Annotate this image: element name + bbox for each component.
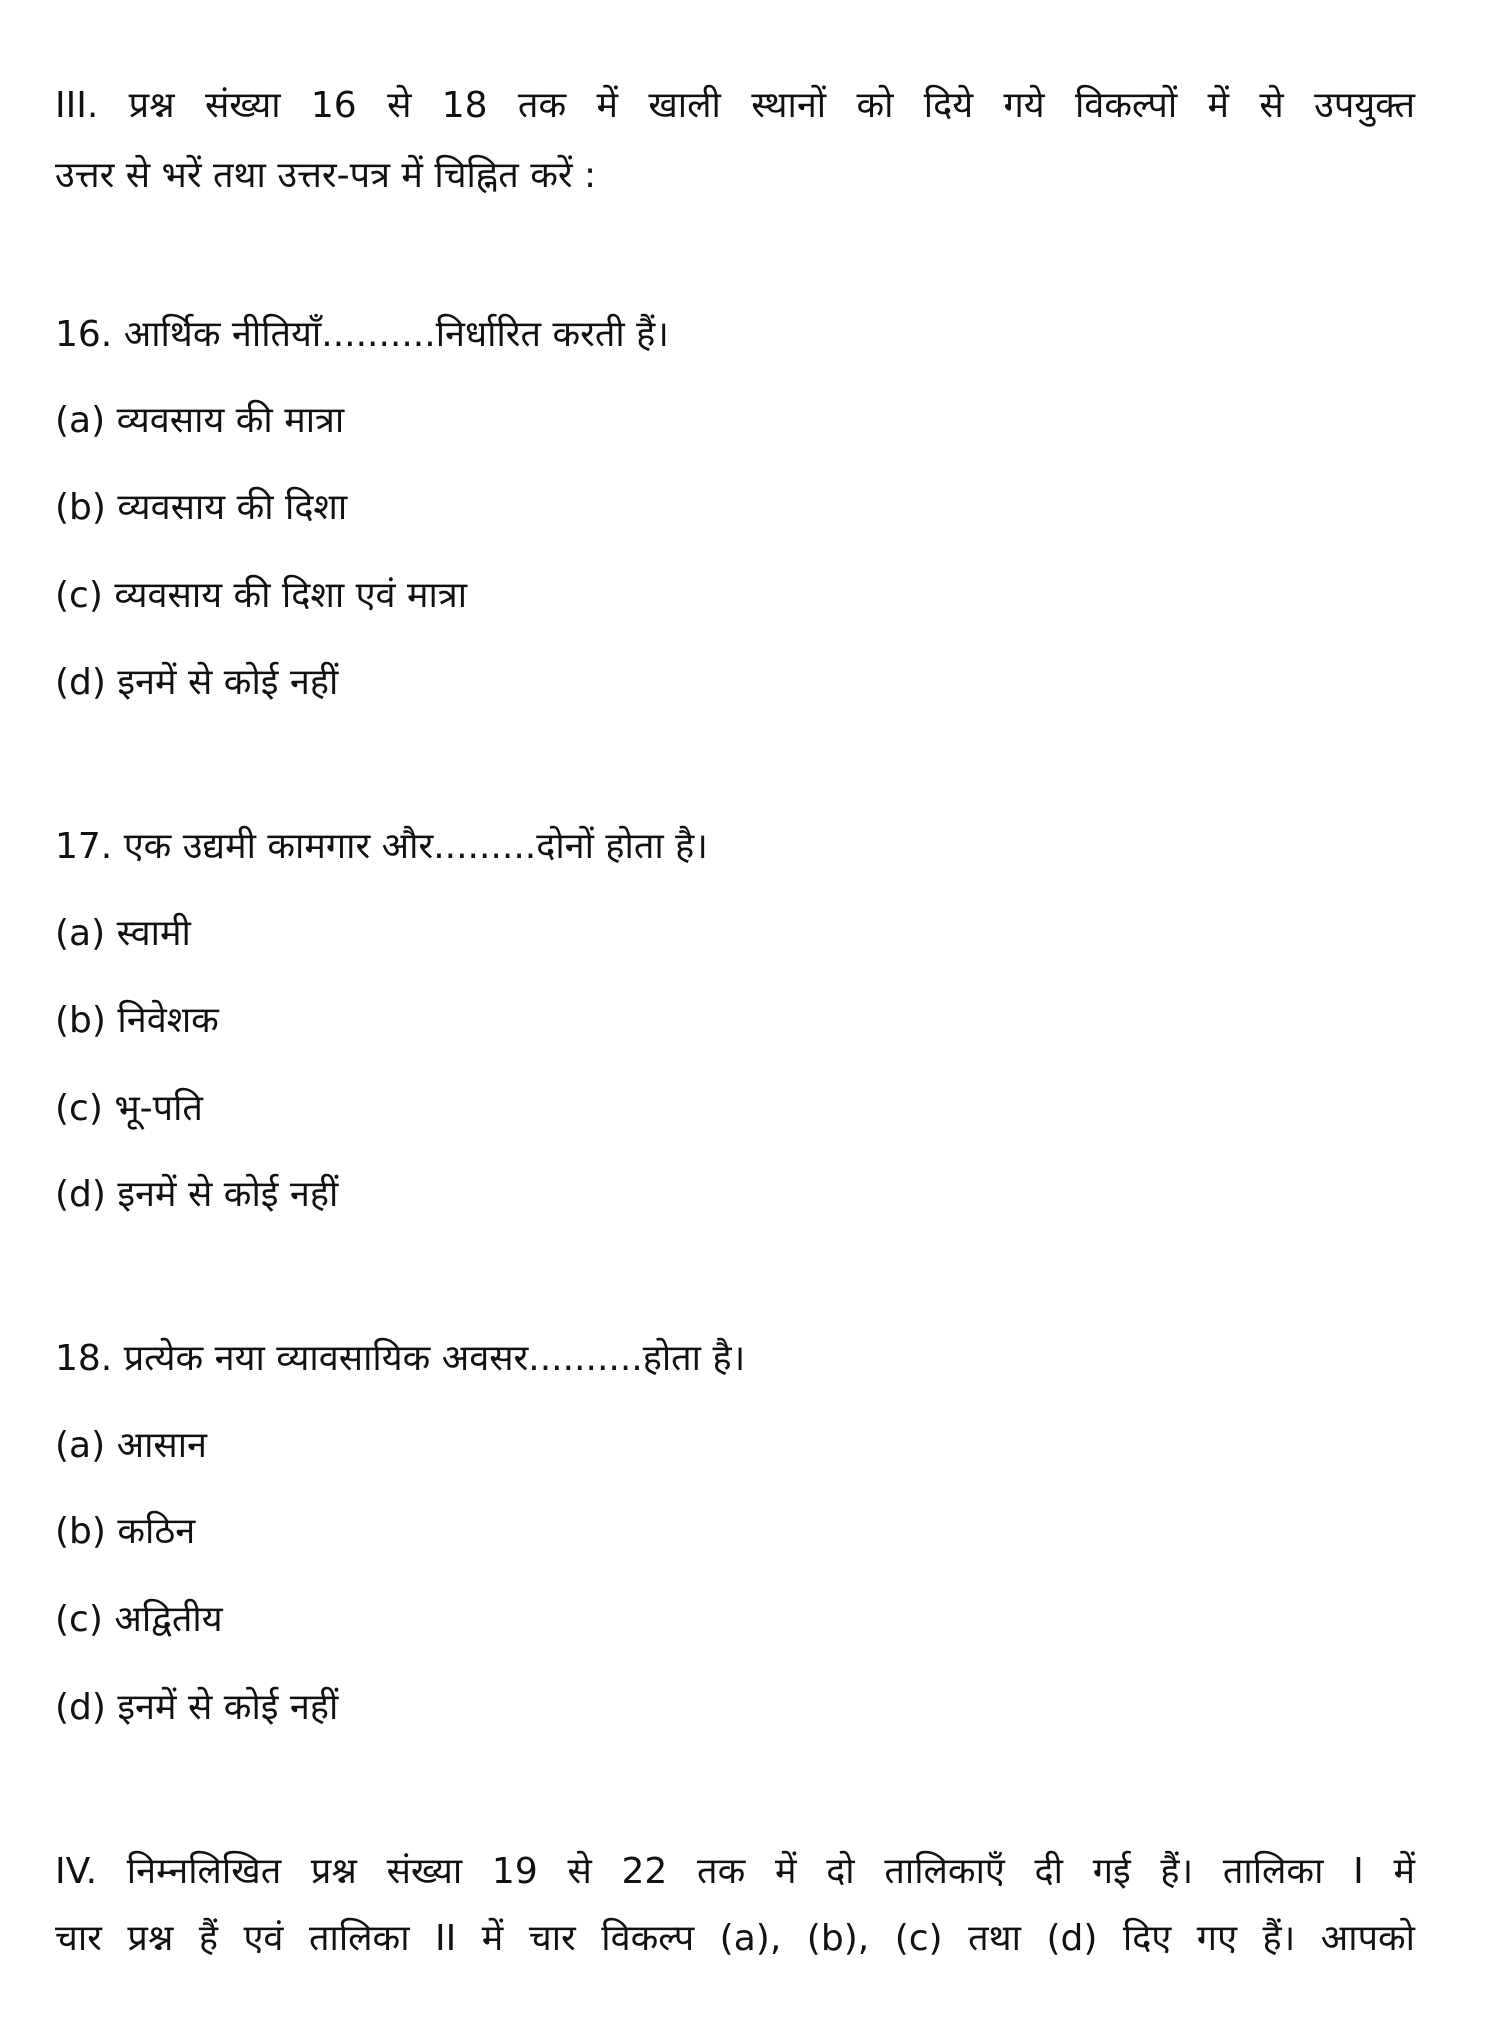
question-17-option-c: (c) भू-पति [55, 1088, 203, 1129]
question-17: 17. एक उद्यमी कामगार और.........दोनों होता है। [55, 826, 708, 867]
section-3-instruction-line-1: III. प्रश्न संख्या 16 से 18 तक में खाली स्थानों को दिये गये विकल्पों में से उपयुक्त [55, 85, 1415, 126]
question-18-option-d: (d) इनमें से कोई नहीं [55, 1687, 339, 1728]
question-17-option-d: (d) इनमें से कोई नहीं [55, 1174, 339, 1215]
question-16-option-b: (b) व्यवसाय की दिशा [55, 487, 348, 528]
question-18: 18. प्रत्येक नया व्यावसायिक अवसर..........होता है। [55, 1338, 746, 1379]
question-18-option-a: (a) आसान [55, 1425, 208, 1466]
question-18-option-c: (c) अद्वितीय [55, 1599, 223, 1640]
section-4-instruction-line-1: IV. निम्नलिखित प्रश्न संख्या 19 से 22 तक में दो तालिकाएँ दी गई हैं। तालिका I में [55, 1851, 1415, 1892]
question-16-option-d: (d) इनमें से कोई नहीं [55, 662, 339, 703]
section-4-instruction-line-2: चार प्रश्न हैं एवं तालिका II में चार विकल्प (a), (b), (c) तथा (d) दिए गए हैं। आपको [55, 1918, 1415, 1959]
question-16-option-a: (a) व्यवसाय की मात्रा [55, 400, 345, 441]
question-16: 16. आर्थिक नीतियाँ..........निर्धारित करती हैं। [55, 314, 669, 355]
question-17-option-b: (b) निवेशक [55, 1000, 219, 1041]
question-18-option-b: (b) कठिन [55, 1511, 196, 1552]
section-3-instruction-line-2: उत्तर से भरें तथा उत्तर-पत्र में चिह्नित करें : [55, 155, 597, 196]
question-17-option-a: (a) स्वामी [55, 913, 191, 954]
question-16-option-c: (c) व्यवसाय की दिशा एवं मात्रा [55, 575, 468, 616]
